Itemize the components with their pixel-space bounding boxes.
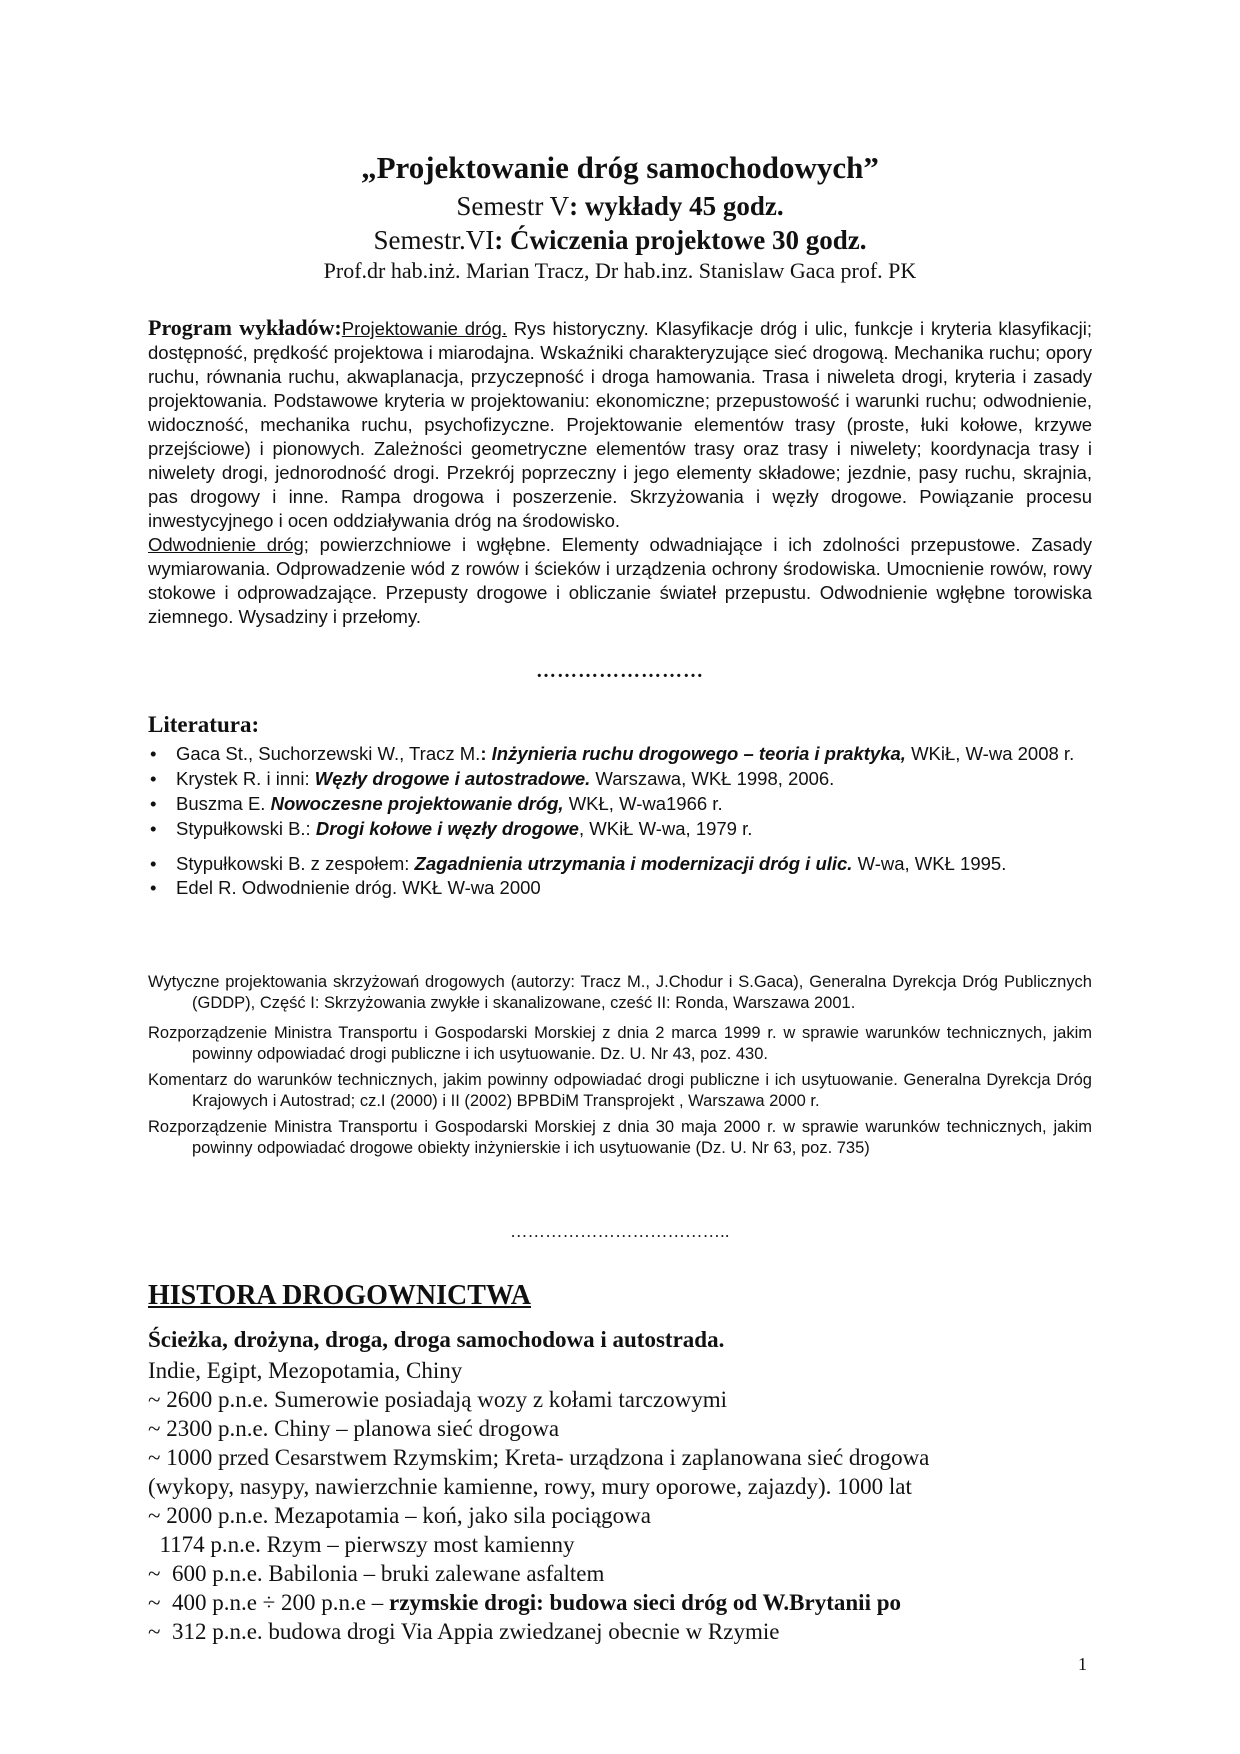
semester-vi-hours: : Ćwiczenia projektowe 30 godz. (494, 225, 867, 255)
literature-item: • Buszma E. Nowoczesne projektowanie dróg, WKŁ, W-wa1966 r. (150, 793, 723, 814)
semester-v-hours: : wykłady 45 godz. (569, 191, 784, 221)
book-title: Nowoczesne projektowanie dróg, (270, 793, 564, 814)
reference-list (148, 972, 1092, 1168)
history-line: ~ 400 p.n.e ÷ 200 p.n.e – rzymskie drogi: budowa sieci dróg od W.Brytanii po (148, 1590, 902, 1615)
literature-item: • Gaca St., Suchorzewski W., Tracz M.: Inżynieria ruchu drogowego – teoria i praktyka, WKiŁ, W-wa 2008 r. (150, 743, 1075, 764)
bullet-icon: • (150, 818, 157, 839)
book-title: Drogi kołowe i węzły drogowe (315, 818, 579, 839)
history-line: ~ 312 p.n.e. budowa drogi Via Appia zwiedzanej obecnie w Rzymie (148, 1619, 780, 1644)
history-line: ~ 1000 przed Cesarstwem Rzymskim; Kreta- urządzona i zaplanowana sieć drogowa (148, 1445, 930, 1470)
bullet-icon: • (150, 793, 157, 814)
program-text-road-design: Rys historyczny. Klasyfikacje dróg i ulic, funkcje i kryteria klasyfikacji; dostępność, prędkość projektowa i miarodajna. Wskaźniki charakteryzujące sieć drogową. Mechanika ruchu; opory ruchu, równania ruchu, akwaplanacja, przyczepność i droga hamowania. Trasa i niweleta drogi, kryteria i zasady projektowania. Podstawowe kryteria w projektowaniu: ekonomiczne; przepustowość i warunki ruchu; odwodnienie, widoczność, mechanika ruchu, psychofizyczne. Projektowanie elementów trasy (proste, łuki kołowe, krzywe przejściowe) i pionowych. Zależności geometryczne elementów trasy oraz trasy i niwelety; koordynacja trasy i niwelety drogi, jednorodność drogi. Przekrój poprzeczny i jego elementy składowe; jezdnie, pasy ruchu, skrajnia, pas drogowy i inne. Rampa drogowa i poszerzenie. Skrzyżowania i węzły drogowe. Powiązanie procesu inwestycyjnego i ocen oddziaływania dróg na środowisko. (148, 318, 1092, 531)
semester-v-line (0, 191, 1240, 222)
literature-item: • Stypułkowski B.: Drogi kołowe i węzły drogowe, WKiŁ W-wa, 1979 r. (150, 818, 753, 839)
book-title: Inżynieria ruchu drogowego – teoria i praktyka, (486, 743, 906, 764)
literature-item: • Krystek R. i inni: Węzły drogowe i autostradowe. Warszawa, WKŁ 1998, 2006. (150, 768, 835, 789)
history-line: ~ 2600 p.n.e. Sumerowie posiadają wozy z kołami tarczowymi (148, 1387, 727, 1412)
program-lead: Program wykładów: (148, 315, 342, 340)
page-number: 1 (1078, 1654, 1087, 1674)
literature-item: • Stypułkowski B. z zespołem: Zagadnienia utrzymania i modernizacji dróg i ulic. W-wa, WKŁ 1995. (148, 849, 1092, 878)
program-topic-drainage: Odwodnienie dróg; (148, 534, 309, 555)
section-separator: ……………………………….. (510, 1222, 730, 1241)
bullet-icon: • (150, 768, 157, 789)
semester-vi-line (0, 225, 1240, 256)
bullet-icon: • (150, 853, 157, 874)
professors-line: Prof.dr hab.inż. Marian Tracz, Dr hab.inz. Stanislaw Gaca prof. PK (323, 258, 917, 283)
literature-item: • Edel R. Odwodnienie dróg. WKŁ W-wa 2000 (150, 877, 541, 898)
document-title: „Projektowanie dróg samochodowych” (361, 150, 879, 185)
reference-item: Rozporządzenie Ministra Transportu i Gospodarski Morskiej z dnia 30 maja 2000 r. w sprawie warunków technicznych, jakim powinny odpowiadać drogowe obiekty inżynierskie i ich usytuowanie (Dz. U. Nr 63, poz. 735) (148, 1118, 1092, 1157)
literature-heading: Literatura: (148, 712, 260, 737)
history-subheading: Ścieżka, drożyna, droga, droga samochodowa i autostrada. (148, 1327, 725, 1352)
book-title: Węzły drogowe i autostradowe. (314, 768, 591, 789)
book-title: Zagadnienia utrzymania i modernizacji dróg i ulic. (414, 853, 853, 874)
roman-roads-highlight: rzymskie drogi: budowa sieci dróg od W.Brytanii po (388, 1590, 902, 1615)
history-line: ~ 600 p.n.e. Babilonia – bruki zalewane asfaltem (148, 1561, 605, 1586)
bullet-icon: • (150, 877, 157, 898)
semester-v-label: Semestr V (456, 191, 570, 221)
history-line: ~ 2300 p.n.e. Chiny – planowa sieć drogowa (148, 1416, 560, 1441)
literature-list (148, 741, 1092, 900)
history-line: Indie, Egipt, Mezopotamia, Chiny (148, 1358, 463, 1383)
reference-item: Komentarz do warunków technicznych, jakim powinny odpowiadać drogi publiczne i ich usytuowanie. Generalna Dyrekcja Dróg Krajowych i Autostrad; cz.I (2000) i II (2002) BPBDiM Transprojekt , Warszawa 2000 r. (148, 1071, 1092, 1110)
program-text-drainage: powierzchniowe i wgłębne. Elementy odwadniające i ich zdolności przepustowe. Zasady wymiarowania. Odprowadzenie wód z rowów i ścieków i urządzenia ochrony środowiska. Umocnienie rowów, rowy stokowe i odprowadzające. Przepusty drogowe i obliczanie świateł przepustu. Odwodnienie wgłębne torowiska ziemnego. Wysadziny i przełomy. (148, 534, 1092, 627)
history-timeline (148, 1356, 1108, 1646)
history-heading: HISTORA DROGOWNICTWA (148, 1280, 532, 1311)
lecture-program (148, 316, 1092, 629)
semester-vi-label: Semestr.VI (373, 225, 495, 255)
history-line: (wykopy, nasypy, nawierzchnie kamienne, rowy, mury oporowe, zajazdy). 1000 lat (148, 1474, 912, 1499)
history-line: ~ 2000 p.n.e. Mezapotamia – koń, jako sila pociągowa (148, 1503, 651, 1528)
bullet-icon: • (150, 743, 157, 764)
reference-item: Wytyczne projektowania skrzyżowań drogowych (autorzy: Tracz M., J.Chodur i S.Gaca), Generalna Dyrekcja Dróg Publicznych (GDDP), Część I: Skrzyżowania zwykłe i skanalizowane, cześć II: Ronda, Warszawa 2001. (148, 973, 1092, 1012)
section-separator: …………………… (536, 660, 704, 682)
program-topic-road-design: Projektowanie dróg. (341, 318, 507, 339)
history-line: 1174 p.n.e. Rzym – pierwszy most kamienny (148, 1532, 575, 1557)
reference-item: Rozporządzenie Ministra Transportu i Gospodarski Morskiej z dnia 2 marca 1999 r. w sprawie warunków technicznych, jakim powinny odpowiadać drogi publiczne i ich usytuowanie. Dz. U. Nr 43, poz. 430. (148, 1024, 1092, 1063)
